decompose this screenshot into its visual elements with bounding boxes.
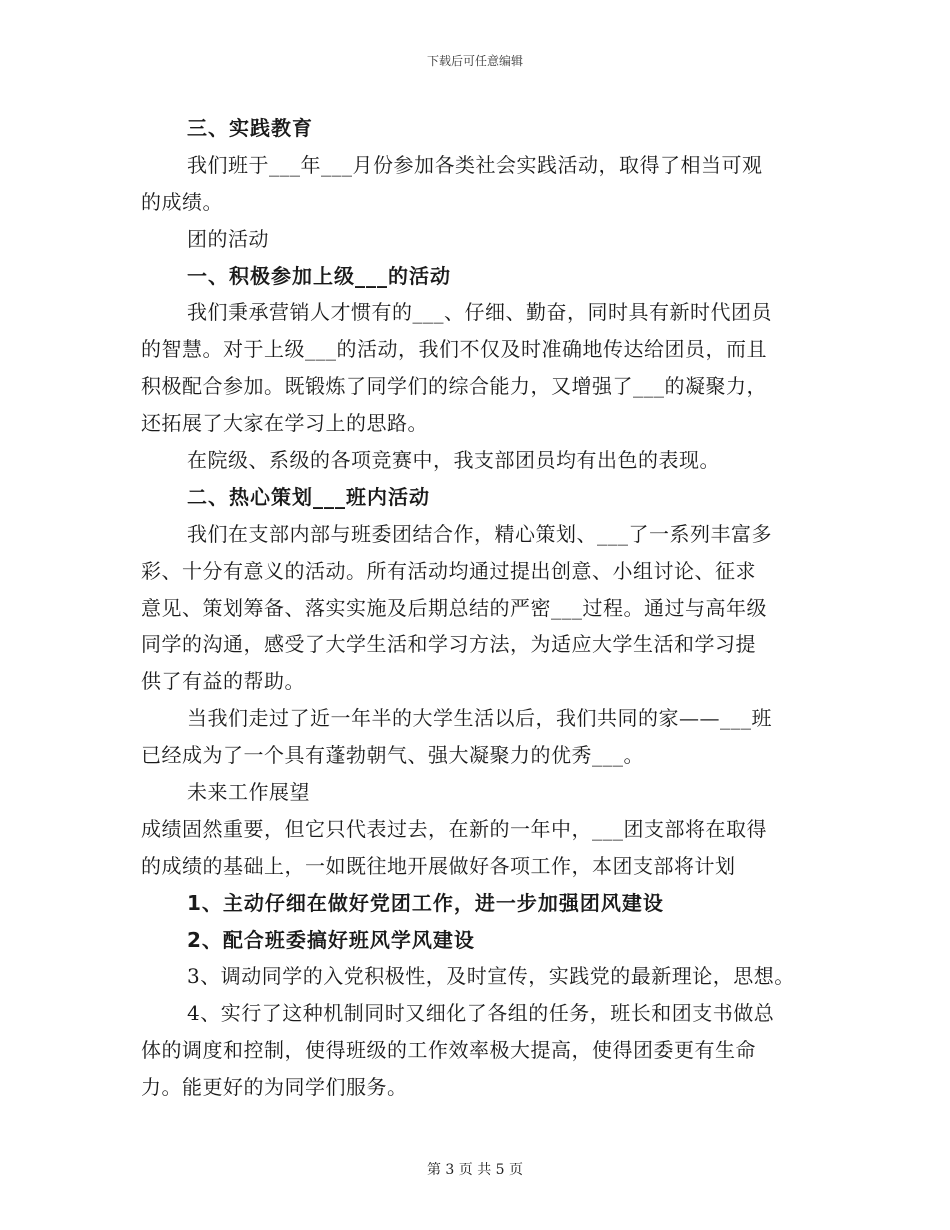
paragraph-line: 同学的沟通，感受了大学生活和学习方法，为适应大学生活和学习提 (141, 632, 756, 657)
paragraph-line: 我们在支部内部与班委团结合作，精心策划、___了一系列丰富多 (187, 521, 772, 546)
section-heading: 一、积极参加上级___的活动 (187, 263, 451, 288)
paragraph-line: 意见、策划筹备、落实实施及后期总结的严密___过程。通过与高年级 (141, 595, 767, 620)
paragraph-line: 的成绩。 (141, 189, 223, 214)
paragraph-line: 积极配合参加。既锻炼了同学们的综合能力，又增强了___的凝聚力， (141, 374, 767, 399)
section-heading: 2、配合班委搞好班风学风建设 (187, 927, 475, 952)
paragraph-line: 力。能更好的为同学们服务。 (141, 1075, 408, 1100)
paragraph-line: 成绩固然重要，但它只代表过去，在新的一年中，___团支部将在取得 (141, 816, 767, 841)
paragraph-line: 体的调度和控制，使得班级的工作效率极大提高，使得团委更有生命 (141, 1038, 756, 1063)
page-header: 下载后可任意编辑 (426, 54, 523, 68)
paragraph-line: 已经成为了一个具有蓬勃朝气、强大凝聚力的优秀___。 (141, 743, 644, 768)
section-heading: 1、主动仔细在做好党团工作，进一步加强团风建设 (187, 890, 664, 915)
paragraph-line: 我们班于___年___月份参加各类社会实践活动，取得了相当可观 (187, 152, 763, 177)
document-body (141, 110, 821, 1106)
paragraph-line: 当我们走过了近一年半的大学生活以后，我们共同的家——___班 (187, 706, 772, 731)
paragraph-line: 彩、十分有意义的活动。所有活动均通过提出创意、小组讨论、征求 (141, 558, 756, 583)
paragraph-line: 的智慧。对于上级___的活动，我们不仅及时准确地传达给团员，而且 (141, 337, 767, 362)
paragraph-line: 我们秉承营销人才惯有的___、仔细、勤奋，同时具有新时代团员 (187, 300, 772, 325)
paragraph-line: 在院级、系级的各项竞赛中，我支部团员均有出色的表现。 (187, 448, 720, 473)
paragraph-line: 团的活动 (187, 226, 269, 251)
paragraph-line: 未来工作展望 (187, 780, 310, 805)
paragraph-line: 的成绩的基础上，一如既往地开展做好各项工作，本团支部将计划 (141, 853, 736, 878)
section-heading: 二、热心策划___班内活动 (187, 484, 430, 509)
paragraph-line: 还拓展了大家在学习上的思路。 (141, 411, 428, 436)
section-heading: 三、实践教育 (187, 116, 313, 140)
paragraph-line: 4、实行了这种机制同时又细化了各组的任务，班长和团支书做总 (187, 1001, 775, 1026)
page-footer: 第 3 页 共 5 页 (426, 1162, 524, 1178)
paragraph-line: 供了有益的帮助。 (141, 669, 305, 694)
paragraph-line: 3、调动同学的入党积极性，及时宣传，实践党的最新理论，思想。 (187, 964, 795, 989)
